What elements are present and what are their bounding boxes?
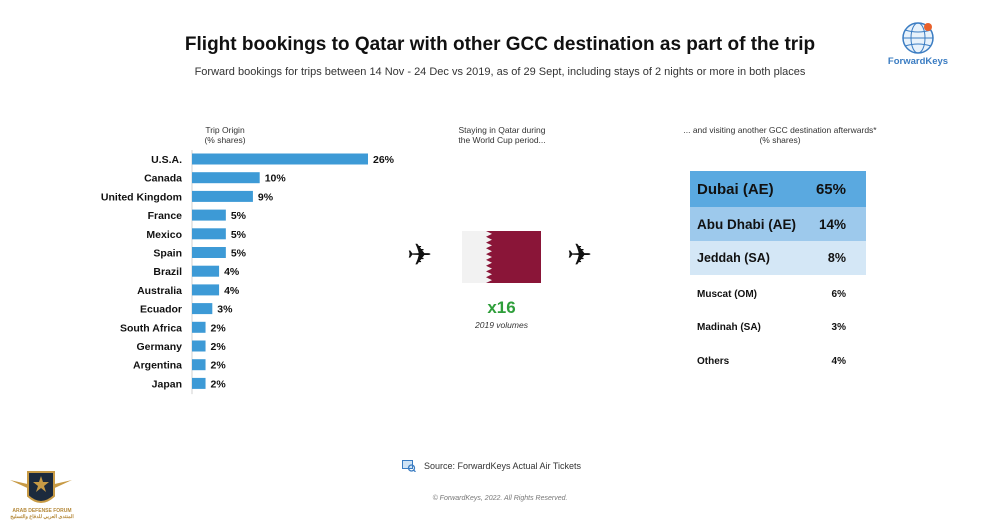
growth-multiplier: x16 (487, 298, 516, 317)
destination-name: Others (697, 355, 730, 367)
bar (192, 247, 226, 258)
destination-row (690, 171, 866, 207)
logo-text: ForwardKeys (887, 56, 949, 67)
destination-name: Abu Dhabi (AE) (697, 216, 796, 232)
origin-head-line-2: (% shares) (204, 135, 246, 145)
category-label: Mexico (146, 228, 182, 241)
value-label: 2% (210, 341, 226, 353)
category-label: Japan (151, 378, 182, 391)
destination-row (690, 313, 866, 341)
bar (192, 378, 206, 389)
bar (192, 210, 226, 221)
bar (192, 303, 212, 314)
bar (192, 341, 206, 352)
qatar-head-line-1: Staying in Qatar during (458, 125, 546, 135)
destination-share: 6% (831, 288, 846, 300)
category-label: Germany (136, 341, 182, 353)
destination-name: Dubai (AE) (697, 180, 774, 198)
destination-share: 8% (827, 251, 846, 265)
value-label: 9% (257, 191, 274, 204)
source-note (402, 460, 581, 472)
category-label: Spain (153, 247, 182, 260)
watermark-text (0, 508, 84, 520)
destination-row (690, 280, 866, 308)
category-label: Brazil (153, 266, 182, 279)
gcc-head-line-2: (% shares) (759, 135, 801, 145)
watermark-line-1: ARAB DEFENSE FORUM (12, 508, 72, 514)
source-text: Source: ForwardKeys Actual Air Tickets (424, 461, 582, 471)
value-label: 5% (230, 247, 247, 260)
value-label: 5% (230, 228, 247, 241)
watermark-line-2: المنتدى العربي للدفاع والتسليح (10, 514, 74, 520)
gcc-column-header (640, 125, 920, 145)
destination-share: 65% (815, 180, 846, 198)
chart-title: Flight bookings to Qatar with other GCC destination as part of the trip (184, 34, 816, 55)
destination-row (690, 347, 866, 375)
destination-share: 3% (831, 321, 846, 333)
value-label: 10% (264, 172, 286, 185)
gcc-head-line-1: ... and visiting another GCC destination afterwards* (683, 125, 877, 135)
destination-name: Muscat (OM) (697, 288, 757, 300)
category-label: France (147, 210, 182, 223)
value-label: 2% (210, 378, 226, 391)
airplane-icon: ✈ (567, 239, 593, 272)
destination-name: Jeddah (SA) (697, 251, 770, 265)
bar (192, 359, 206, 370)
chart-subtitle: Forward bookings for trips between 14 Nov - 24 Dec vs 2019, as of 29 Sept, including stays of 2 nights or more in both places (194, 66, 806, 78)
value-label: 3% (217, 303, 233, 316)
bar (192, 322, 206, 333)
destination-share: 14% (818, 216, 846, 232)
origin-head-line-1: Trip Origin (205, 125, 245, 135)
category-label: Argentina (132, 359, 182, 372)
data-source-icon (402, 460, 416, 472)
value-label: 4% (224, 284, 240, 297)
destination-row (690, 207, 866, 241)
value-label: 26% (373, 154, 395, 166)
airplane-icon: ✈ (407, 239, 433, 272)
category-label: Australia (137, 284, 182, 297)
category-label: South Africa (119, 322, 182, 335)
value-label: 4% (224, 266, 240, 279)
value-label: 2% (210, 322, 226, 335)
qatar-flag-icon (462, 231, 541, 283)
origin-column-header (180, 125, 270, 145)
category-label: Canada (144, 172, 182, 185)
trip-origin-bar-chart (60, 150, 420, 400)
bar (192, 266, 219, 277)
bar (192, 172, 260, 183)
bar (192, 191, 253, 202)
category-label: U.S.A. (151, 154, 182, 166)
destination-row (690, 241, 866, 275)
copyright-text: © ForwardKeys, 2022. All Rights Reserved. (432, 495, 568, 502)
destination-share: 4% (831, 355, 846, 367)
category-label: United Kingdom (100, 191, 182, 204)
bar (192, 228, 226, 239)
value-label: 2% (210, 359, 226, 372)
destination-name: Madinah (SA) (697, 321, 761, 333)
category-label: Ecuador (139, 303, 182, 316)
value-label: 5% (230, 210, 247, 223)
qatar-column-header (432, 125, 572, 145)
bar (192, 284, 219, 295)
growth-multiplier-caption: 2019 volumes (475, 320, 528, 330)
bar (192, 154, 368, 165)
qatar-head-line-2: the World Cup period... (458, 135, 546, 145)
